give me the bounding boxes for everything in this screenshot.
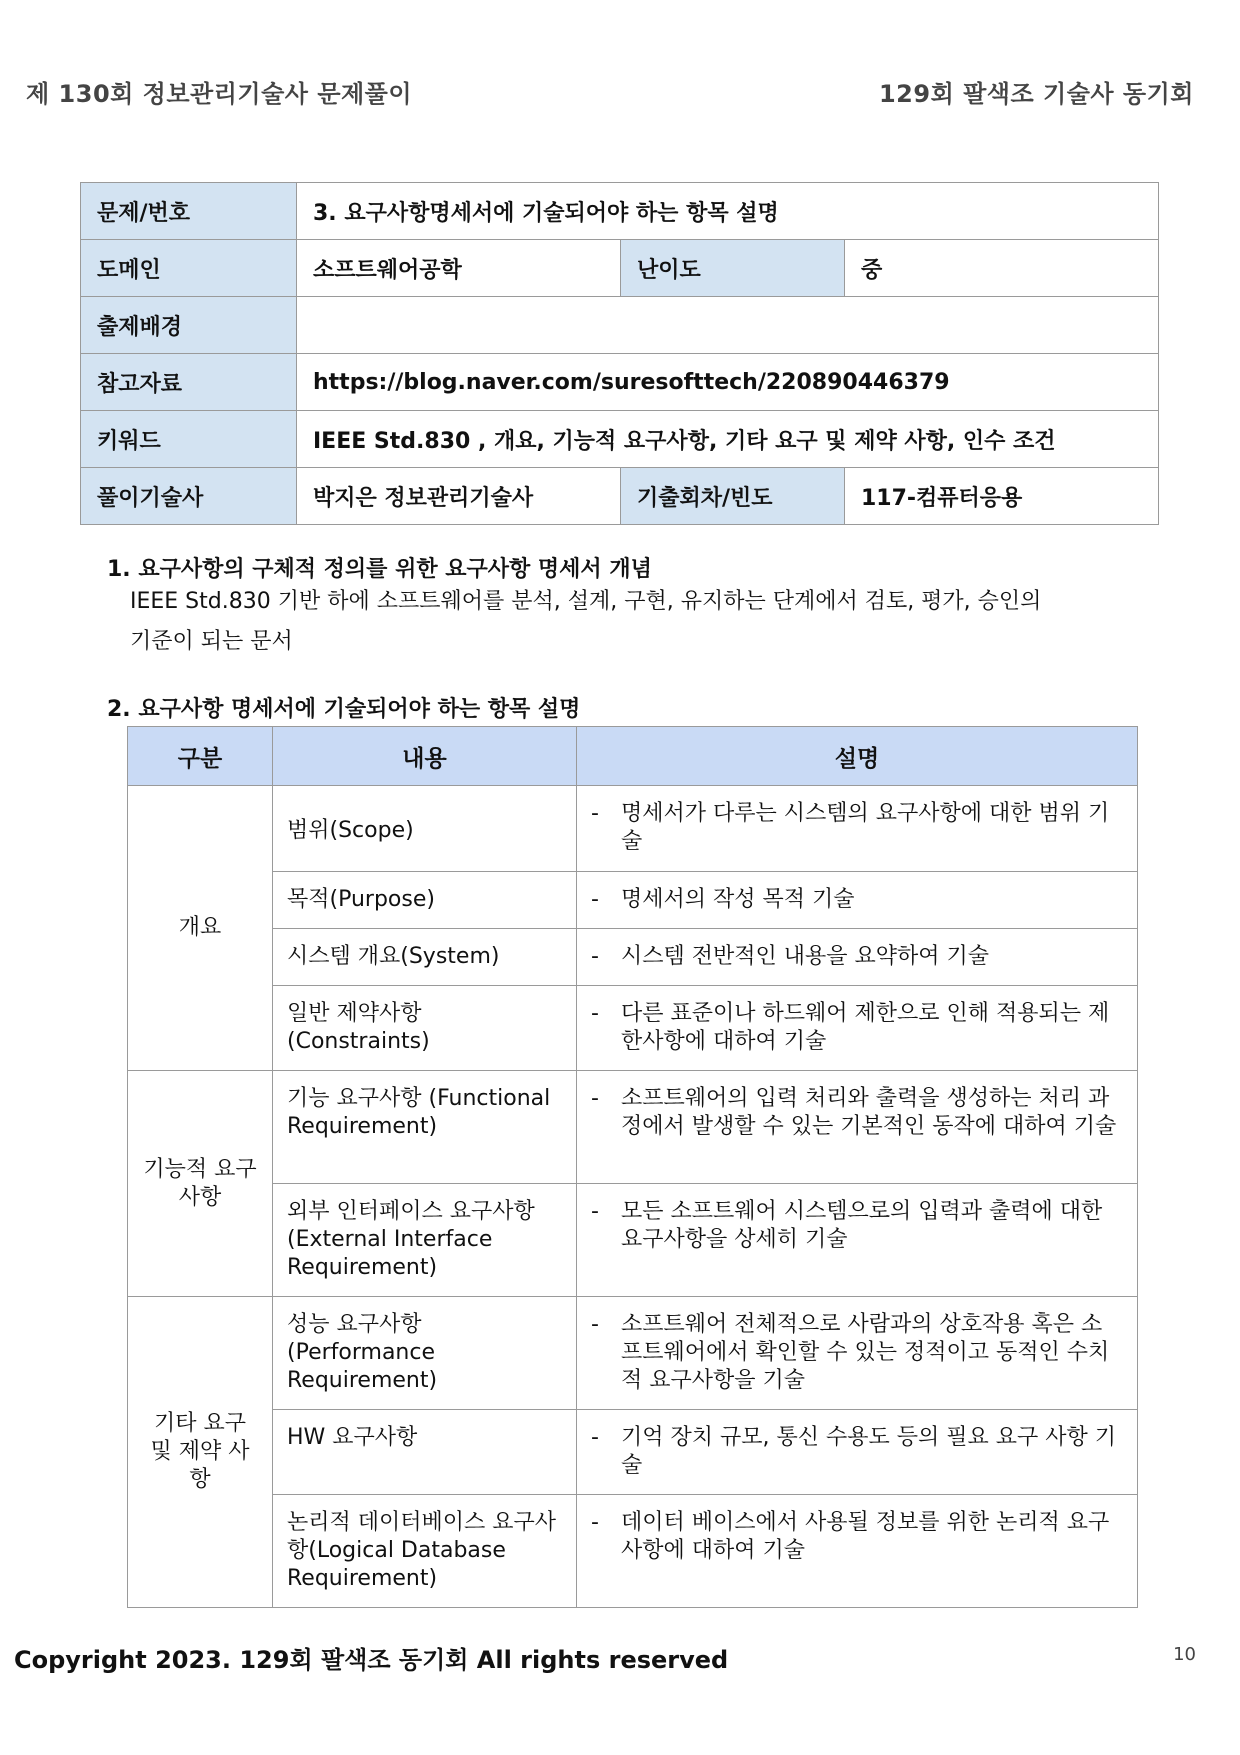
info-row-problem bbox=[81, 183, 1159, 240]
item-cell: 시스템 개요(System) bbox=[273, 929, 577, 986]
item-cell: 목적(Purpose) bbox=[273, 872, 577, 929]
description-cell bbox=[577, 929, 1138, 986]
description-cell bbox=[577, 1184, 1138, 1297]
header-group-name: 129회 팔색조 기술사 동기회 bbox=[878, 80, 1194, 108]
section-1-line: IEEE Std.830 기반 하에 소프트웨어를 분석, 설계, 구현, 유지하는 단계에서 검토, 평가, 승인의 bbox=[130, 589, 1042, 614]
info-value: 중 bbox=[845, 240, 1159, 297]
table-row bbox=[128, 1495, 1138, 1608]
table-row bbox=[128, 1410, 1138, 1495]
item-cell: 논리적 데이터베이스 요구사항(Logical Database Requirement) bbox=[273, 1495, 577, 1608]
item-cell: HW 요구사항 bbox=[273, 1410, 577, 1495]
table-row bbox=[128, 986, 1138, 1071]
info-label: 참고자료 bbox=[81, 354, 297, 411]
description-cell bbox=[577, 872, 1138, 929]
bullet-dash: - bbox=[591, 1425, 599, 1450]
info-row-reference bbox=[81, 354, 1159, 411]
page-number: 10 bbox=[1173, 1644, 1196, 1665]
bullet-dash: - bbox=[591, 1510, 599, 1535]
info-label: 풀이기술사 bbox=[81, 468, 297, 525]
column-header: 설명 bbox=[577, 727, 1138, 786]
description-text: 소프트웨어 전체적으로 사람과의 상호작용 혹은 소프트웨어에서 확인할 수 있는 정적이고 동적인 수치적 요구사항을 기술 bbox=[621, 1312, 1110, 1393]
info-value: IEEE Std.830 , 개요, 기능적 요구사항, 기타 요구 및 제약 사항, 인수 조건 bbox=[297, 411, 1159, 468]
column-header: 내용 bbox=[273, 727, 577, 786]
info-value: 박지은 정보관리기술사 bbox=[297, 468, 621, 525]
info-label: 키워드 bbox=[81, 411, 297, 468]
info-label: 기출회차/빈도 bbox=[621, 468, 845, 525]
bullet-dash: - bbox=[591, 1312, 599, 1337]
requirements-spec-table bbox=[127, 726, 1138, 1608]
description-text: 소프트웨어의 입력 처리와 출력을 생성하는 처리 과정에서 발생할 수 있는 기본적인 동작에 대하여 기술 bbox=[621, 1086, 1117, 1139]
section-1-line: 기준이 되는 문서 bbox=[130, 629, 293, 654]
item-cell: 범위(Scope) bbox=[273, 786, 577, 872]
description-text: 시스템 전반적인 내용을 요약하여 기술 bbox=[621, 944, 990, 969]
info-row-domain bbox=[81, 240, 1159, 297]
description-cell bbox=[577, 1071, 1138, 1184]
item-cell: 외부 인터페이스 요구사항 (External Interface Requirement) bbox=[273, 1184, 577, 1297]
info-label: 출제배경 bbox=[81, 297, 297, 354]
table-header-row bbox=[128, 727, 1138, 786]
bullet-dash: - bbox=[591, 1086, 599, 1111]
description-text: 다른 표준이나 하드웨어 제한으로 인해 적용되는 제한사항에 대하여 기술 bbox=[621, 1001, 1110, 1054]
category-cell: 기타 요구 및 제약 사항 bbox=[128, 1297, 273, 1608]
footer-copyright: Copyright 2023. 129회 팔색조 동기회 All rights reserved bbox=[14, 1646, 729, 1674]
item-cell: 일반 제약사항 (Constraints) bbox=[273, 986, 577, 1071]
description-cell bbox=[577, 1410, 1138, 1495]
table-row bbox=[128, 1184, 1138, 1297]
table-row bbox=[128, 872, 1138, 929]
bullet-dash: - bbox=[591, 887, 599, 912]
column-header: 구분 bbox=[128, 727, 273, 786]
section-1-body bbox=[130, 582, 1130, 662]
info-row-keyword bbox=[81, 411, 1159, 468]
description-text: 데이터 베이스에서 사용될 정보를 위한 논리적 요구사항에 대하여 기술 bbox=[621, 1510, 1110, 1563]
bullet-dash: - bbox=[591, 1001, 599, 1026]
table-row bbox=[128, 1071, 1138, 1184]
info-label: 난이도 bbox=[621, 240, 845, 297]
header-document-title: 제 130회 정보관리기술사 문제풀이 bbox=[26, 80, 413, 108]
description-cell bbox=[577, 986, 1138, 1071]
info-row-solver bbox=[81, 468, 1159, 525]
info-value bbox=[297, 297, 1159, 354]
table-row bbox=[128, 929, 1138, 986]
description-cell bbox=[577, 1297, 1138, 1410]
info-label: 문제/번호 bbox=[81, 183, 297, 240]
description-text: 기억 장치 규모, 통신 수용도 등의 필요 요구 사항 기술 bbox=[621, 1425, 1116, 1478]
category-cell: 개요 bbox=[128, 786, 273, 1071]
description-text: 명세서가 다루는 시스템의 요구사항에 대한 범위 기술 bbox=[621, 801, 1110, 854]
bullet-dash: - bbox=[591, 801, 599, 826]
description-text: 모든 소프트웨어 시스템으로의 입력과 출력에 대한 요구사항을 상세히 기술 bbox=[621, 1199, 1103, 1252]
description-text: 명세서의 작성 목적 기술 bbox=[621, 887, 855, 912]
section-2-title: 2. 요구사항 명세서에 기술되어야 하는 항목 설명 bbox=[107, 697, 581, 722]
bullet-dash: - bbox=[591, 944, 599, 969]
section-1-title: 1. 요구사항의 구체적 정의를 위한 요구사항 명세서 개념 bbox=[107, 557, 652, 582]
description-cell bbox=[577, 786, 1138, 872]
item-cell: 기능 요구사항 (Functional Requirement) bbox=[273, 1071, 577, 1184]
category-cell: 기능적 요구사항 bbox=[128, 1071, 273, 1297]
info-value: 117-컴퓨터응용 bbox=[845, 468, 1159, 525]
table-row bbox=[128, 1297, 1138, 1410]
info-row-background bbox=[81, 297, 1159, 354]
problem-info-table bbox=[80, 182, 1159, 525]
table-row bbox=[128, 786, 1138, 872]
item-cell: 성능 요구사항 (Performance Requirement) bbox=[273, 1297, 577, 1410]
description-cell bbox=[577, 1495, 1138, 1608]
bullet-dash: - bbox=[591, 1199, 599, 1224]
reference-link[interactable]: https://blog.naver.com/suresofttech/220890446379 bbox=[297, 354, 1159, 411]
info-value: 소프트웨어공학 bbox=[297, 240, 621, 297]
info-label: 도메인 bbox=[81, 240, 297, 297]
info-value: 3. 요구사항명세서에 기술되어야 하는 항목 설명 bbox=[297, 183, 1159, 240]
